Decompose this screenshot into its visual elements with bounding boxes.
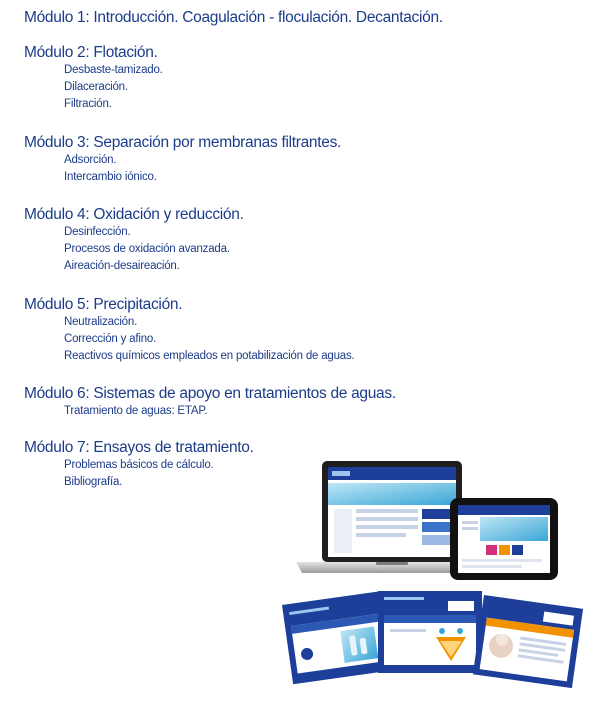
module-title: Módulo 3: Separación por membranas filtrantes.: [24, 134, 342, 151]
subtopic: Neutralización.: [64, 316, 138, 328]
subtopic: Reactivos químicos empleados en potabilización de aguas.: [64, 350, 355, 362]
module-title: Módulo 7: Ensayos de tratamiento.: [24, 439, 254, 456]
subtopic: Desinfección.: [64, 226, 131, 238]
subtopic: Dilaceración.: [64, 81, 128, 93]
module-5: [24, 296, 355, 365]
module-3: [24, 134, 341, 186]
module-title: Módulo 6: Sistemas de apoyo en tratamientos de aguas.: [24, 385, 396, 402]
module-2: [24, 44, 163, 113]
subtopic: Tratamiento de aguas: ETAP.: [64, 405, 208, 417]
module-title: Módulo 4: Oxidación y reducción.: [24, 206, 244, 223]
module-subtopics: [24, 314, 355, 365]
module-1: [24, 9, 443, 27]
module-subtopics: [24, 152, 341, 186]
subtopic: Procesos de oxidación avanzada.: [64, 243, 230, 255]
module-7: [24, 439, 254, 491]
booklet-middle-icon: [378, 591, 482, 673]
module-subtopics: [24, 403, 396, 420]
module-6: [24, 385, 396, 420]
subtopic: Bibliografía.: [64, 476, 123, 488]
subtopic: Corrección y afino.: [64, 333, 157, 345]
module-4: [24, 206, 244, 275]
module-title: Módulo 2: Flotación.: [24, 44, 158, 61]
module-subtopics: [24, 224, 244, 275]
subtopic: Filtración.: [64, 98, 112, 110]
subtopic: Adsorción.: [64, 154, 117, 166]
module-title: Módulo 5: Precipitación.: [24, 296, 183, 313]
booklet-right-icon: [473, 595, 583, 688]
subtopic: Problemas básicos de cálculo.: [64, 459, 214, 471]
subtopic: Aireación-desaireación.: [64, 260, 180, 272]
module-subtopics: [24, 62, 163, 113]
devices-course-preview-icon: [268, 455, 608, 719]
tablet-icon: [450, 498, 558, 580]
module-subtopics: [24, 457, 254, 491]
booklet-left-icon: [282, 591, 392, 684]
module-title: Módulo 1: Introducción. Coagulación - floculación. Decantación.: [24, 9, 443, 26]
subtopic: Desbaste-tamizado.: [64, 64, 163, 76]
subtopic: Intercambio iónico.: [64, 171, 157, 183]
